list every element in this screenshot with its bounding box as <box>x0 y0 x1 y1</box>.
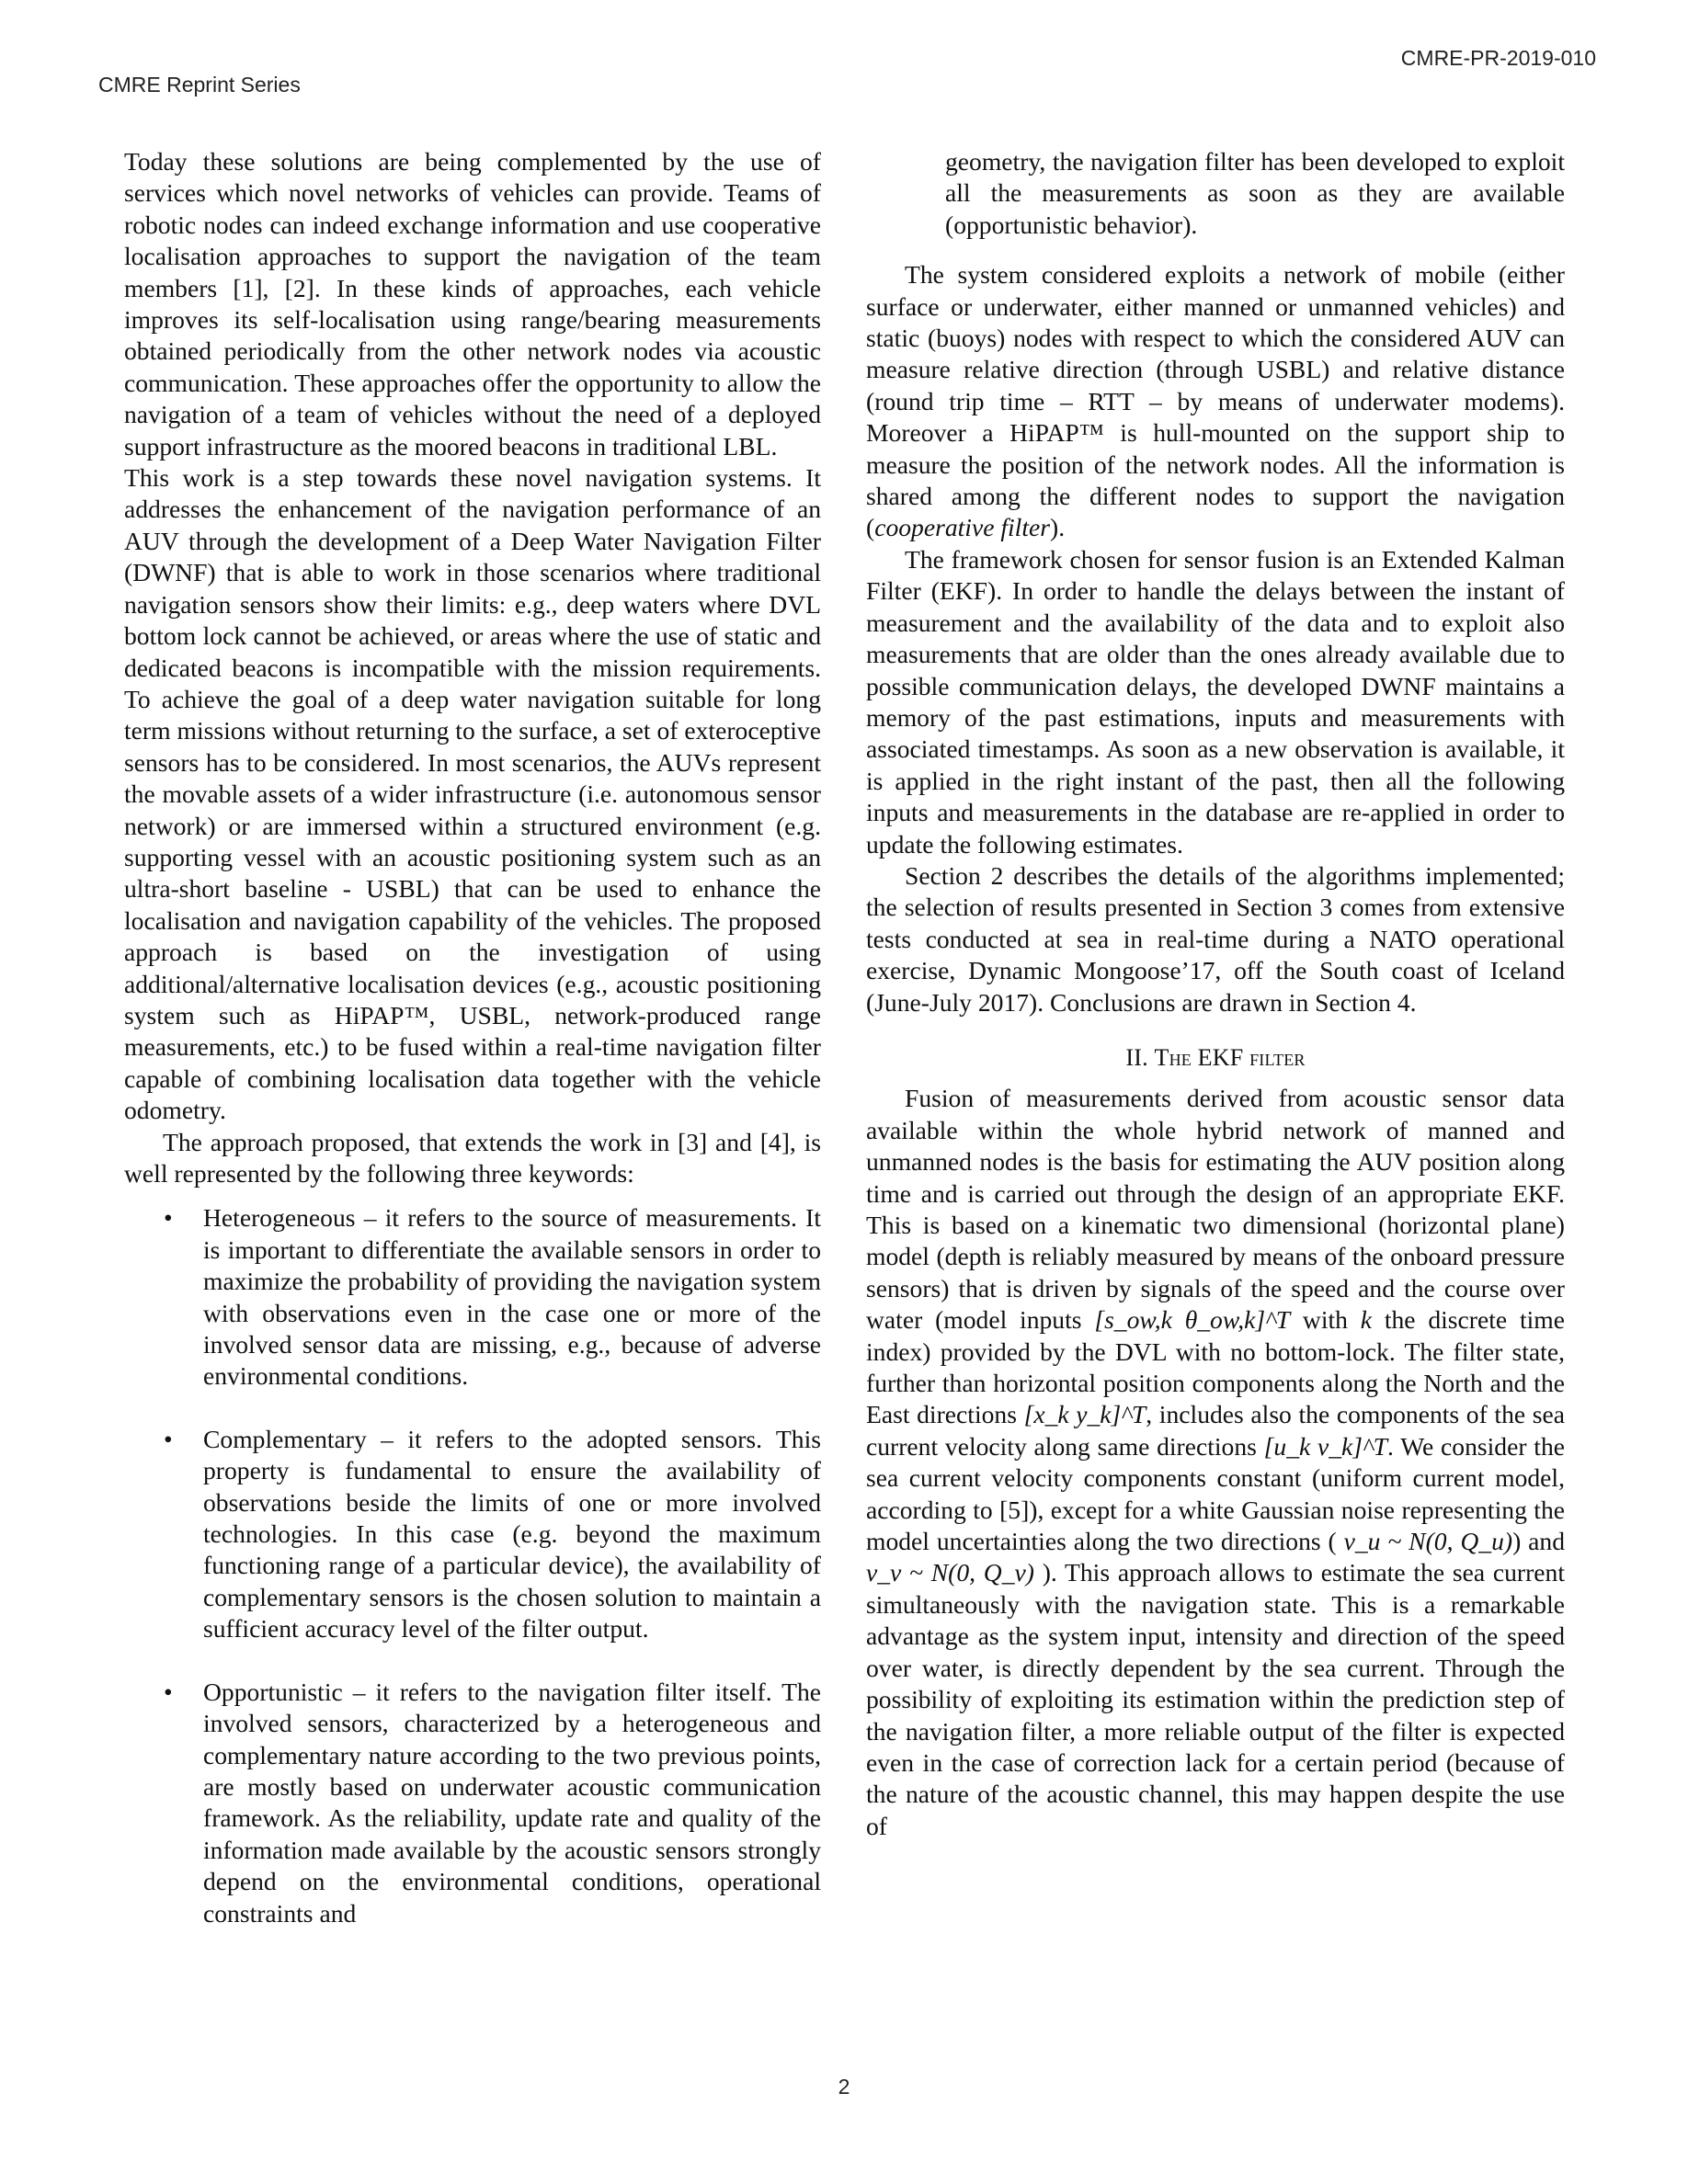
bullet-icon: • <box>164 1677 173 1706</box>
list-item <box>124 1677 821 1929</box>
math-inline: k <box>1360 1305 1373 1335</box>
list-item <box>124 1202 821 1392</box>
series-label: CMRE Reprint Series <box>98 73 301 97</box>
paragraph: This work is a step towards these novel navigation systems. It addresses the enhancement of the navigation performance of an AUV through the development of a Deep Water Navigation Filter (DWNF) that is able to work in those scenarios where traditional navigation sensors show their limits: e.g., deep waters where DVL bottom lock cannot be achieved, or areas where the use of static and dedicated beacons is incompatible with the mission requirements. To achieve the goal of a deep water navigation suitable for long term missions without returning to the surface, a set of exteroceptive sensors has to be considered. In most scenarios, the AUVs represent the movable assets of a wider infrastructure (i.e. autonomous sensor network) or are immersed within a structured environment (e.g. supporting vessel with an acoustic positioning system such as an ultra-short baseline - USBL) that can be used to enhance the localisation and navigation capability of the vehicles. The proposed approach is based on the investigation of using additional/alternative localisation devices (e.g., acoustic positioning system such as HiPAP™, USBL, network-produced range measurements, etc.) to be fused within a real-time navigation filter capable of combining localisation data together with the vehicle odometry. <box>124 463 821 1125</box>
report-id: CMRE-PR-2019-010 <box>1400 46 1596 70</box>
list-item-text: Complementary – it refers to the adopted sensors. This property is fundamental to ensure the availability of observations beside the limits of one or more involved technologies. In this case (e.g. beyond the maximum functioning range of a particular device), the availability of complementary sensors is the chosen solution to maintain a sufficient accuracy level of the filter output. <box>203 1424 821 1644</box>
keyword-list <box>124 1202 821 1929</box>
paragraph: Fusion of measurements derived from acoustic sensor data available within the whole hybrid network of manned and unmanned nodes is the basis for estimating the AUV position along time and is carried out through the design of an appropriate EKF. This is based on a kinematic two dimensional (horizontal plane) model (depth is reliably measured by means of the onboard pressure sensors) that is driven by signals of the speed and the course over water (model inputs [s_ow,k θ_ow,k]^T with k the discrete time index) provided by the DVL with no bottom-lock. The filter state, further than horizontal position components along the North and the East directions [x_k y_k]^T, includes also the components of the sea current velocity along same directions [u_k v_k]^T. We consider the sea current velocity components constant (uniform current model, according to [5]), except for a white Gaussian noise representing the model uncertainties along the two directions ( ν_u ~ N(0, Q_u)) and ν_v ~ N(0, Q_v) ). This approach allows to estimate the sea current simultaneously with the navigation state. This is a remarkable advantage as the system input, intensity and direction of the speed over water, is directly dependent by the sea current. Through the possibility of exploiting its estimation within the prediction step of the navigation filter, a more reliable output of the filter is expected even in the case of correction lack for a certain period (because of the nature of the acoustic channel, this may happen despite the use of <box>866 1084 1566 1840</box>
math-inline: [x_k y_k]^T <box>1023 1400 1146 1429</box>
math-inline: ν_u ~ N(0, Q_u) <box>1343 1527 1513 1556</box>
paragraph: The system considered exploits a network of mobile (either surface or underwater, either manned or unmanned vehicles) and static (buoys) nodes with respect to which the considered AUV can measure relative direction (through USBL) and relative distance (round trip time – RTT – by means of underwater modems). Moreover a HiPAP™ is hull-mounted on the support ship to measure the position of the network nodes. All the information is shared among the different nodes to support the navigation (cooperative filter). <box>866 260 1565 542</box>
math-inline: ν_v ~ N(0, Q_v) <box>866 1558 1034 1587</box>
list-item-text: Heterogeneous – it refers to the source of measurements. It is important to differentiate the available sensors in order to maximize the probability of providing the navigation system with observations even in the case one or more of the involved sensor data are missing, e.g., because of adverse environmental conditions. <box>203 1203 821 1391</box>
bullet-icon: • <box>164 1424 173 1453</box>
paragraph: The framework chosen for sensor fusion is an Extended Kalman Filter (EKF). In order to handle the delays between the instant of measurement and the availability of the data and to exploit also measurements that are older than the ones already available due to possible communication delays, the developed DWNF maintains a memory of the past estimations, inputs and measurements with associated timestamps. As soon as a new observation is available, it is applied in the right instant of the past, then all the following inputs and measurements in the database are re-applied in order to update the following estimates. <box>866 544 1565 859</box>
paragraph: The approach proposed, that extends the work in [3] and [4], is well represented by the following three keywords: <box>124 1127 821 1188</box>
paragraph: Today these solutions are being complemented by the use of services which novel networks of vehicles can provide. Teams of robotic nodes can indeed exchange information and use cooperative localisation approaches to support the navigation of the team members [1], [2]. In these kinds of approaches, each vehicle improves its self-localisation using range/bearing measurements obtained periodically from the other network nodes via acoustic communication. These approaches offer the opportunity to allow the navigation of a team of vehicles without the need of a deployed support infrastructure as the moored beacons in traditional LBL. <box>124 147 821 461</box>
left-column <box>124 146 821 1961</box>
list-item <box>124 1424 821 1645</box>
math-inline: [u_k v_k]^T <box>1263 1431 1388 1461</box>
bullet-icon: • <box>164 1203 173 1233</box>
math-inline: [s_ow,k θ_ow,k]^T <box>1094 1305 1291 1335</box>
list-item-text: Opportunistic – it refers to the navigation filter itself. The involved sensors, characterized by a heterogeneous and complementary nature according to the two previous points, are mostly based on underwater acoustic communication framework. As the reliability, update rate and quality of the information made available by the acoustic sensors strongly depend on the environmental conditions, operational constraints and <box>203 1677 821 1928</box>
list-item-continuation: geometry, the navigation filter has been developed to exploit all the measurements as soon as they are available (opportunistic behavior). <box>945 147 1565 239</box>
emphasis: cooperative filter <box>874 513 1051 542</box>
page-number: 2 <box>838 2075 850 2099</box>
section-heading: II. The EKF filter <box>1125 1043 1306 1071</box>
right-column <box>866 146 1565 1842</box>
paragraph: Section 2 describes the details of the algorithms implemented; the selection of results presented in Section 3 comes from extensive tests conducted at sea in real-time during a NATO operational exercise, Dynamic Mongoose’17, off the South coast of Iceland (June-July 2017). Conclusions are drawn in Section 4. <box>866 860 1565 1017</box>
